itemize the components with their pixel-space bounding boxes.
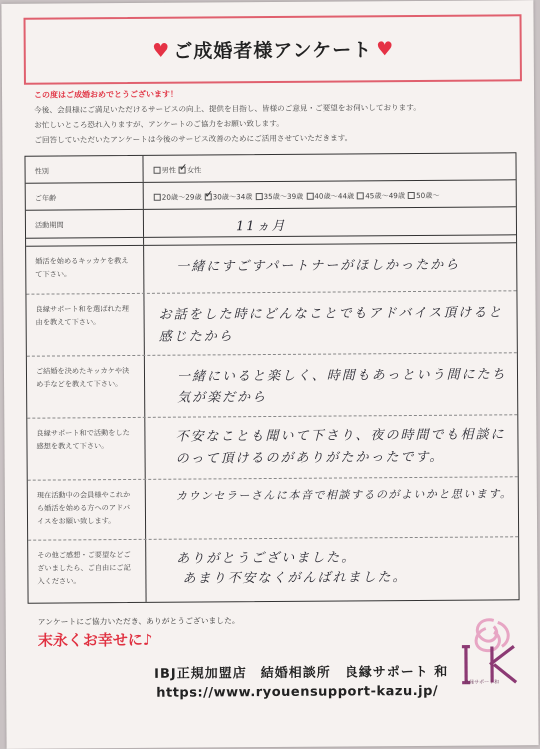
logo-caption: 良縁サポート和 <box>464 679 500 686</box>
age-row <box>26 180 516 210</box>
question-row-1 <box>26 243 516 294</box>
checkbox-icon[interactable] <box>205 193 212 200</box>
gender-option-label: 男性 <box>161 165 176 175</box>
gender-option-label: 女性 <box>186 165 202 175</box>
age-option-label: 20歳～29歳 <box>161 192 202 202</box>
answer-6a: ありがとうございました。 <box>176 550 357 567</box>
office-name: IBJ正規加盟店 結婚相談所 良縁サポート 和 <box>154 664 449 682</box>
answer-4a: 不安なことも聞いて下さり、夜の時間でも相談に <box>175 427 506 445</box>
answer-1: 一緒にすごすパートナーがほしかったから <box>176 257 461 275</box>
question-label-2: 良縁サポート和を選ばれた理由を教えて下さい。 <box>26 294 144 356</box>
answer-3b: 気が楽だから <box>177 390 268 406</box>
question-label-3: ご結婚を決めたキッカケや決め手などを教えて下さい。 <box>27 356 145 418</box>
period-label: 活動期間 <box>26 210 144 238</box>
question-row-5 <box>28 477 518 540</box>
age-option-label: 50歳～ <box>416 190 440 200</box>
gender-option <box>154 166 176 176</box>
question-row-4 <box>27 415 517 480</box>
question-row-2 <box>26 291 516 356</box>
wish-text: 末永くお幸せに♪ <box>37 630 153 650</box>
survey-table <box>24 152 519 603</box>
question-label-6: その他ご感想・ご要望などございましたら、ご自由にご記入ください。 <box>28 540 146 603</box>
checkbox-icon[interactable] <box>179 167 186 174</box>
thanks-text: アンケートにご協力いただき、ありがとうございました。 <box>37 616 240 627</box>
intro-text <box>34 84 514 147</box>
answer-3a: 一緒にいると楽しく、時間もあっという間にたち <box>176 367 507 385</box>
age-option <box>154 192 202 202</box>
age-option <box>205 192 253 202</box>
website-url: https://www.ryouensupport-kazu.jp/ <box>156 683 439 701</box>
age-label: ご年齢 <box>26 183 144 210</box>
gender-option <box>179 165 201 175</box>
page-title: ご成婚者様アンケート <box>173 39 373 63</box>
age-option <box>357 191 405 201</box>
checkbox-icon[interactable] <box>408 192 415 199</box>
age-option <box>408 191 440 201</box>
period-answer: 11ヵ月 <box>235 218 287 235</box>
brand-logo <box>456 612 527 686</box>
intro-line: ご回答していただいたアンケートは今後のサービス改善のためにご活用させていただきます。 <box>34 133 353 145</box>
age-option <box>306 191 354 201</box>
answer-2b: 感じたから <box>158 329 234 345</box>
age-option-label: 40歳～44歳 <box>314 191 355 201</box>
age-option <box>255 192 303 202</box>
answer-6b: あまり不安なくがんばれました。 <box>182 570 408 587</box>
checkbox-icon[interactable] <box>154 167 161 174</box>
title-box <box>24 14 522 84</box>
checkbox-icon[interactable] <box>255 193 262 200</box>
checkbox-icon[interactable] <box>154 194 161 201</box>
gender-row <box>25 153 515 183</box>
question-row-3 <box>27 353 517 418</box>
age-option-label: 30歳～34歳 <box>212 192 253 202</box>
checkbox-icon[interactable] <box>306 193 313 200</box>
answer-2a: お話をした時にどんなことでもアドバイス頂けると <box>158 305 504 323</box>
question-label-5: 現在活動中の会員様やこれから婚活を始める方へのアドバイスをお願い致します。 <box>28 480 146 540</box>
intro-line: 今後、会員様にご満足いただけるサービスの向上、提供を目指し、皆様のご意見・ご要望をお伺いしております。 <box>34 102 421 115</box>
gender-label: 性別 <box>25 156 143 183</box>
question-label-4: 良縁サポート和で活動をした感想を教えて下さい。 <box>27 418 145 480</box>
heart-icon: ♥ <box>376 37 394 60</box>
answer-5: カウンセラーさんに本音で相談するのがよいかと思います。 <box>175 487 513 503</box>
survey-sheet <box>1 0 538 749</box>
heart-icon: ♥ <box>152 39 170 62</box>
congrats-line: この度はご成婚おめでとうございます！ <box>34 89 179 100</box>
intro-line: お忙しいところ恐れ入りますが、アンケートのご協力をお願い致します。 <box>34 118 284 130</box>
answer-4b: のって頂けるのがありがたかったです。 <box>175 449 445 467</box>
checkbox-icon[interactable] <box>357 192 364 199</box>
age-option-label: 35歳～39歳 <box>263 191 304 202</box>
age-option-label: 45歳～49歳 <box>365 191 406 201</box>
question-row-6 <box>28 537 518 602</box>
question-label-1: 婚活を始めるキッカケを教えて下さい。 <box>26 246 144 294</box>
period-row <box>26 207 516 238</box>
